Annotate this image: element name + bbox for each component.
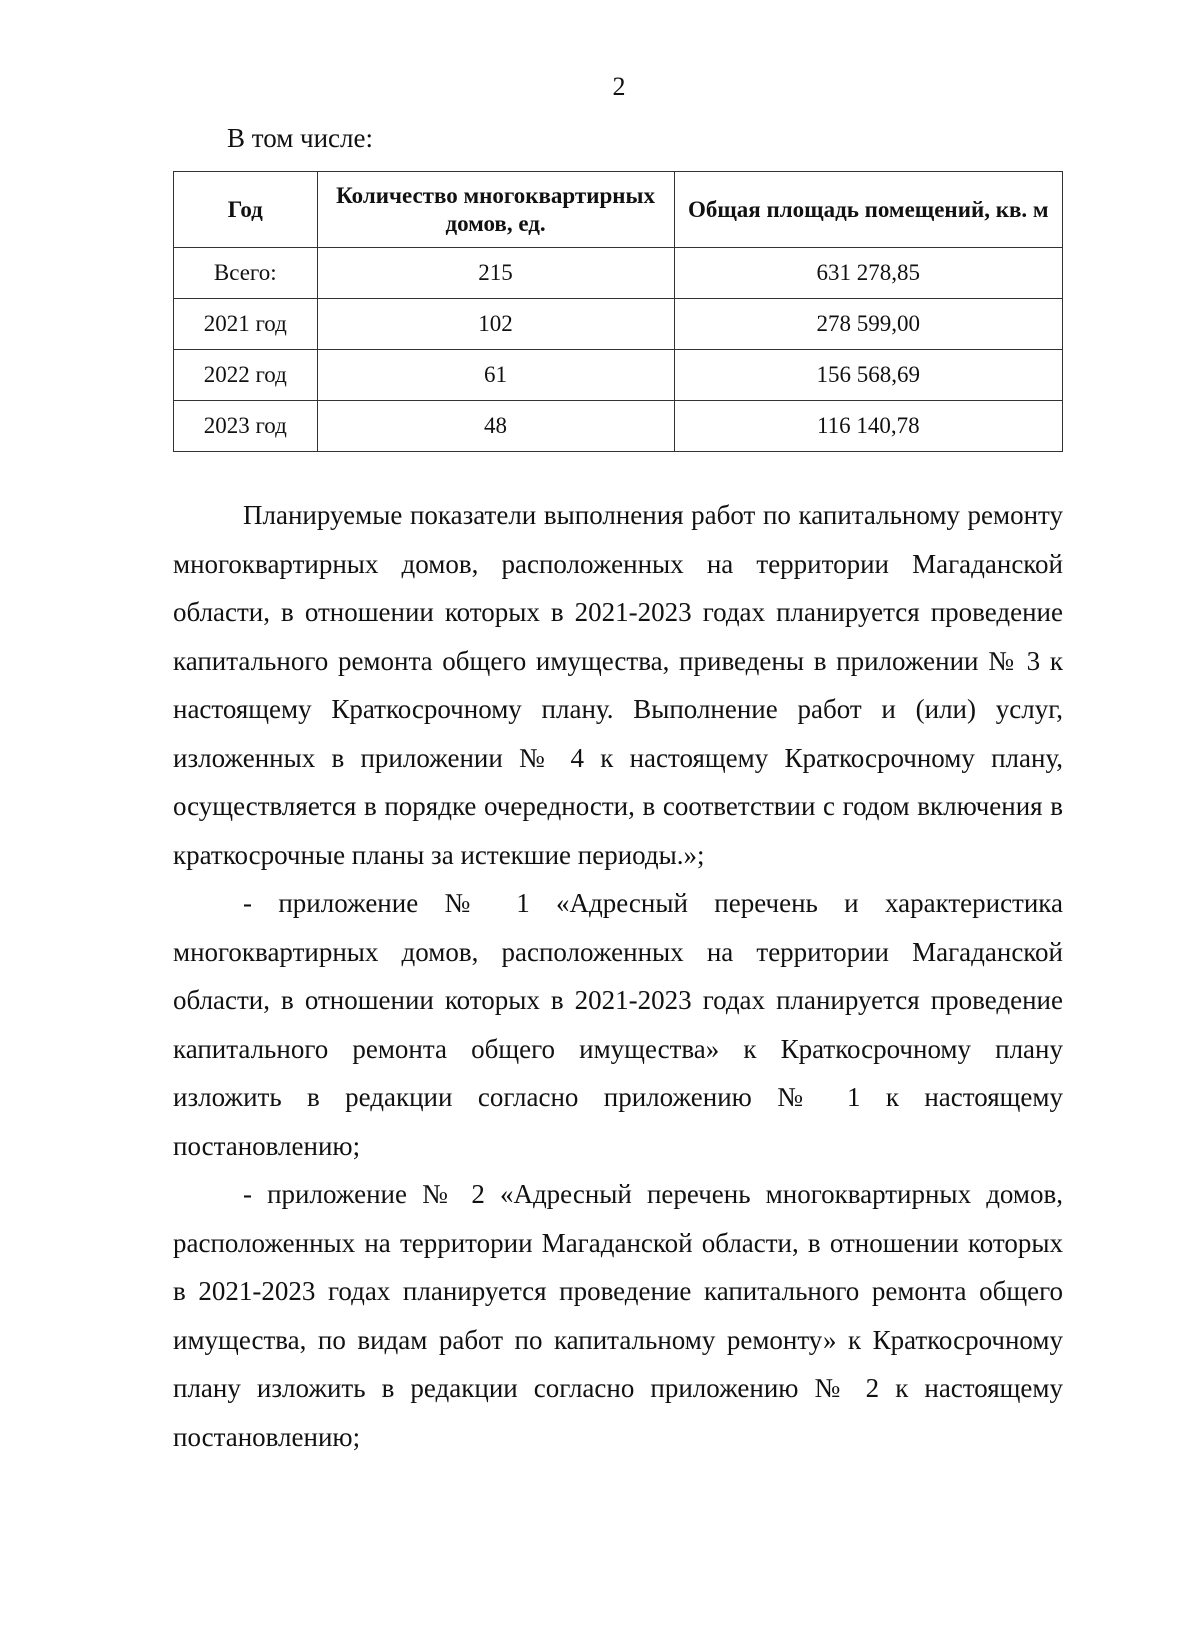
header-year: Год <box>174 172 318 248</box>
paragraph-appendix-1: - приложение № 1 «Адресный перечень и характеристика многоквартирных домов, расположенных на территории Магаданской области, в отношении которых в 2021-2023 годах планируется проведение капитального ремонта общего имущества» к Краткосрочному плану изложить в редакции согласно приложению № 1 к настоящему постановлению; <box>173 888 1063 1161</box>
cell-year: 2022 год <box>174 350 318 401</box>
page-number: 2 <box>612 72 626 101</box>
table-header-row <box>174 172 1063 248</box>
table-row <box>174 299 1063 350</box>
cell-year: 2021 год <box>174 299 318 350</box>
paragraph-planned-indicators: Планируемые показатели выполнения работ по капитальному ремонту многоквартирных домов, расположенных на территории Магаданской области, в отношении которых в 2021-2023 годах планируется проведение капитального ремонта общего имущества, приведены в приложении № 3 к настоящему Краткосрочному плану. Выполнение работ и (или) услуг, изложенных в приложении № 4 к настоящему Краткосрочному плану, осуществляется в порядке очередности, в соответствии с годом включения в краткосрочные планы за истекшие периоды.»; <box>173 500 1063 870</box>
cell-total-area: 631 278,85 <box>674 248 1062 299</box>
cell-house-count: 102 <box>317 299 674 350</box>
table-row <box>174 350 1063 401</box>
cell-total-area: 116 140,78 <box>674 401 1062 452</box>
table-row <box>174 401 1063 452</box>
cell-house-count: 61 <box>317 350 674 401</box>
table-row <box>174 248 1063 299</box>
cell-total-area: 156 568,69 <box>674 350 1062 401</box>
housing-table <box>173 171 1063 452</box>
cell-year: Всего: <box>174 248 318 299</box>
paragraph-appendix-2: - приложение № 2 «Адресный перечень многоквартирных домов, расположенных на территории Магаданской области, в отношении которых в 2021-2023 годах планируется проведение капитального ремонта общего имущества, по видам работ по капитальному ремонту» к Краткосрочному плану изложить в редакции согласно приложению № 2 к настоящему постановлению; <box>173 1179 1063 1452</box>
cell-year: 2023 год <box>174 401 318 452</box>
header-house-count: Количество многоквартирных домов, ед. <box>317 172 674 248</box>
cell-house-count: 48 <box>317 401 674 452</box>
cell-house-count: 215 <box>317 248 674 299</box>
intro-text: В том числе: <box>227 123 373 153</box>
header-total-area: Общая площадь помещений, кв. м <box>674 172 1062 248</box>
cell-total-area: 278 599,00 <box>674 299 1062 350</box>
document-body <box>173 491 1063 1461</box>
